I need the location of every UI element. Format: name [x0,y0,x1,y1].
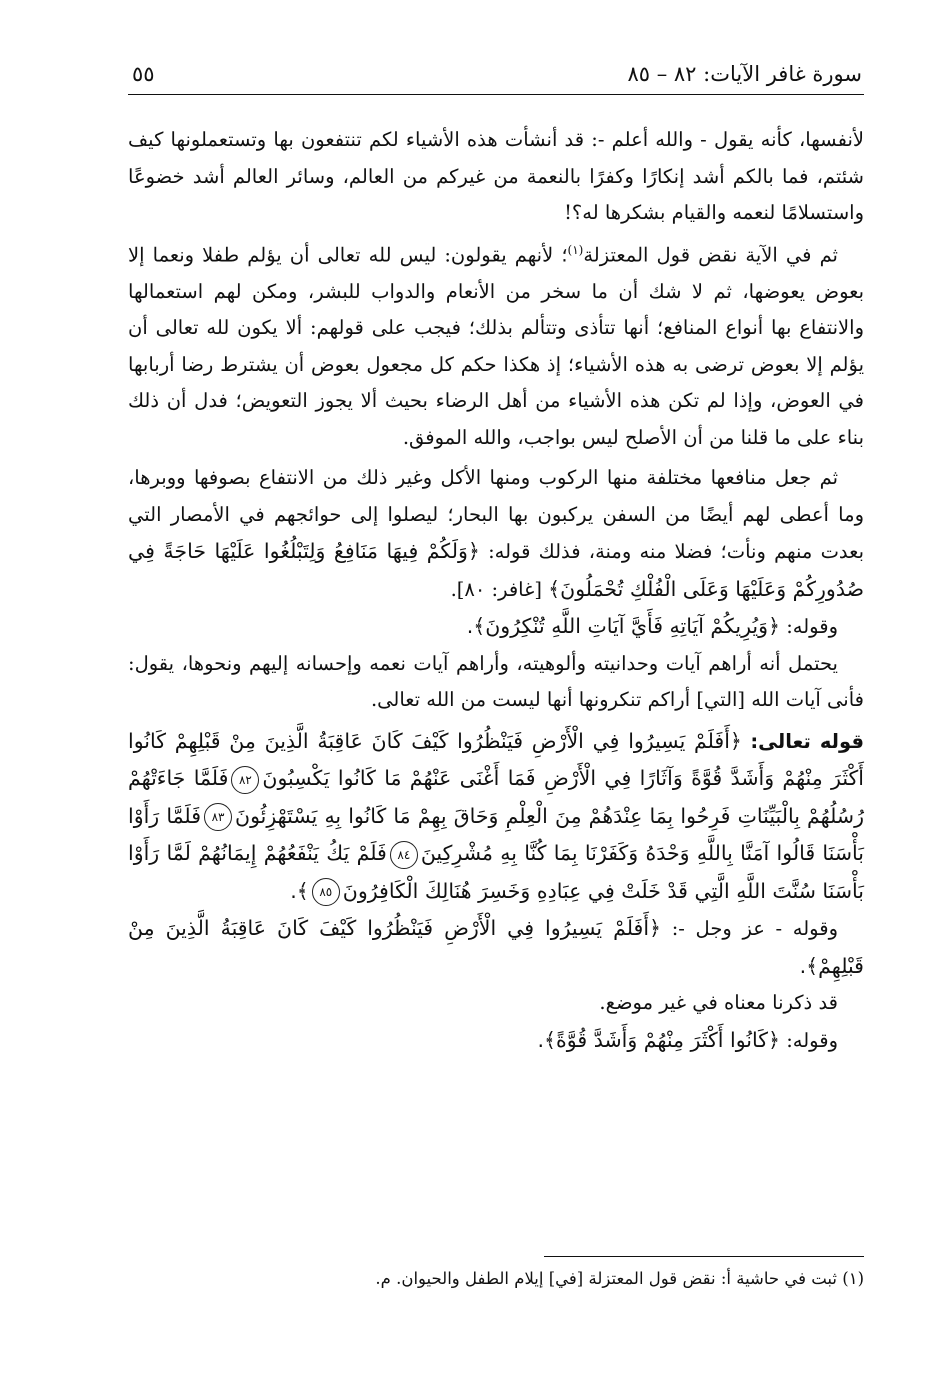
paragraph-9 [128,1022,864,1060]
quran-quote: ﴿أَفَلَمْ يَسِيرُوا فِي الْأَرْضِ فَيَنْظُرُوا كَيْفَ كَانَ عَاقِبَةُ الَّذِينَ مِنْ قَبْلِهِمْ﴾. [128,916,864,978]
paragraph-9-text: وقوله: [786,1028,838,1052]
paragraph-3 [128,460,864,608]
paragraph-2-rest: ؛ لأنهم يقولون: ليس لله تعالى أن يؤلم طفلا ونعما إلا بعوض يعوضها، ثم لا شك أن ما سخر من الأنعام والدواب للبشر، ومكن لهم استعمالها والانتفاع بها أنواع المنافع؛ أنها تتأذى وتتألم بذلك؛ فيجب على قولهم: ألا يكون لله تعالى أن يؤلم إلا بعوض ترضى به هذه الأشياء؛ إذ هكذا حكم كل مجعول بعوض أن يشترط رضا أربابها في العوض، وإذا لم تكن هذه الأشياء من أهل الرضاء بحيث ألا يجوز التعويض؛ فدل أن ذلك بناء على ما قلنا من أن الأصلح ليس بواجب، والله الموفق. [128,243,864,449]
quran-quote: ﴿وَلَكُمْ فِيهَا مَنَافِعُ وَلِتَبْلُغُوا عَلَيْهَا حَاجَةً فِي صُدُورِكُمْ وَعَلَيْهَا وَعَلَى الْفُلْكِ تُحْمَلُونَ﴾ [128,539,864,601]
page-header [128,58,864,95]
quran-quote: فَلَمَّا جَاءَتْهُمْ رُسُلُهُمْ بِالْبَيِّنَاتِ فَرِحُوا بِمَا عِنْدَهُمْ مِنَ الْعِلْمِ وَحَاقَ بِهِمْ مَا كَانُوا بِهِ يَسْتَهْزِئُونَ [128,766,864,828]
quran-quote: ﴿أَفَلَمْ يَسِيرُوا فِي الْأَرْضِ فَيَنْظُرُوا كَيْفَ كَانَ عَاقِبَةُ الَّذِينَ مِنْ قَبْلِهِمْ كَانُوا أَكْثَرَ مِنْهُمْ وَأَشَدَّ قُوَّةً وَآثَارًا فِي الْأَرْضِ فَمَا أَغْنَى عَنْهُمْ مَا كَانُوا يَكْسِبُونَ [128,728,864,790]
quran-quote: ﴿كَانُوا أَكْثَرَ مِنْهُمْ وَأَشَدَّ قُوَّةً﴾. [537,1027,781,1052]
ayah-marker-icon: ٨٤ [390,841,418,869]
ayah-marker-icon: ٨٢ [231,766,259,794]
paragraph-8: قد ذكرنا معناه في غير موضع. [599,991,838,1014]
verse-block [128,723,864,911]
paragraph-2 [128,232,864,457]
paragraph-5: يحتمل أنه أراهم آيات وحدانيته وألوهيته، وأراهم آيات نعمه وإحسانه إليهم ونحوها، يقول: فأنى آيات الله [التي] أراكم تنكرونها أنها ليست من الله تعالى. [128,651,864,711]
paragraph-1: لأنفسها، كأنه يقول - والله أعلم -: قد أنشأت هذه الأشياء لكم تنتفعون بها وتستعملونها كيف شئتم، فما بالكم أشد إنكارًا وكفرًا بالنعمة من غيركم من العالم، وسائر العالم أشد خضوعًا واستسلامًا لنعمه والقيام بشكرها له؟! [128,128,864,224]
page-number: ٥٥ [132,62,155,86]
paragraph-7-text: وقوله - عز وجل -: [671,917,838,940]
verse-lead: قوله تعالى: [750,729,864,753]
paragraph-7 [128,910,864,985]
paragraph-2-start: ثم في الآية نقض قول المعتزلة [583,243,838,266]
paragraph-3-text: ثم جعل منافعها مختلفة منها الركوب ومنها الأكل وغير ذلك من الانتفاع بصوفها ووبرها، وما أعطى لهم أيضًا من السفن يركبون بها البحار؛ ليصلوا إلى حوائجهم في الأمصار التي بعدت منهم ونأت؛ فضلا منه ومنة، فذلك قوله: [128,466,864,563]
running-title: سورة غافر الآيات: ٨٢ – ٨٥ [627,62,862,86]
main-text [128,122,864,1059]
footnote-reference: (١) [567,242,584,257]
ayah-marker-icon: ٨٣ [204,803,232,831]
footnote: (١) ثبت في حاشية أ: نقض قول المعتزلة [في] إيلام الطفل والحيوان. م. [375,1269,864,1288]
verse-reference: [غافر: ٨٠]. [450,577,542,601]
paragraph-4 [128,608,864,646]
quran-quote: فَلَمَّا رَأَوْا بَأْسَنَا قَالُوا آمَنَّا بِاللَّهِ وَحْدَهُ وَكَفَرْنَا بِمَا كُنَّا بِهِ مُشْرِكِينَ [128,803,864,865]
quote-end: ﴾. [290,878,309,903]
paragraph-4-text: وقوله: [786,615,838,638]
quran-quote: ﴿وَيُرِيكُمْ آيَاتِهِ فَأَيَّ آيَاتِ اللَّهِ تُنْكِرُونَ﴾. [466,614,781,638]
quran-quote: فَلَمْ يَكُ يَنْفَعُهُمْ إِيمَانُهُمْ لَمَّا رَأَوْا بَأْسَنَا سُنَّتَ اللَّهِ الَّتِي قَدْ خَلَتْ فِي عِبَادِهِ وَخَسِرَ هُنَالِكَ الْكَافِرُونَ [128,841,864,903]
footnote-separator [544,1256,864,1257]
ayah-marker-icon: ٨٥ [312,878,340,906]
